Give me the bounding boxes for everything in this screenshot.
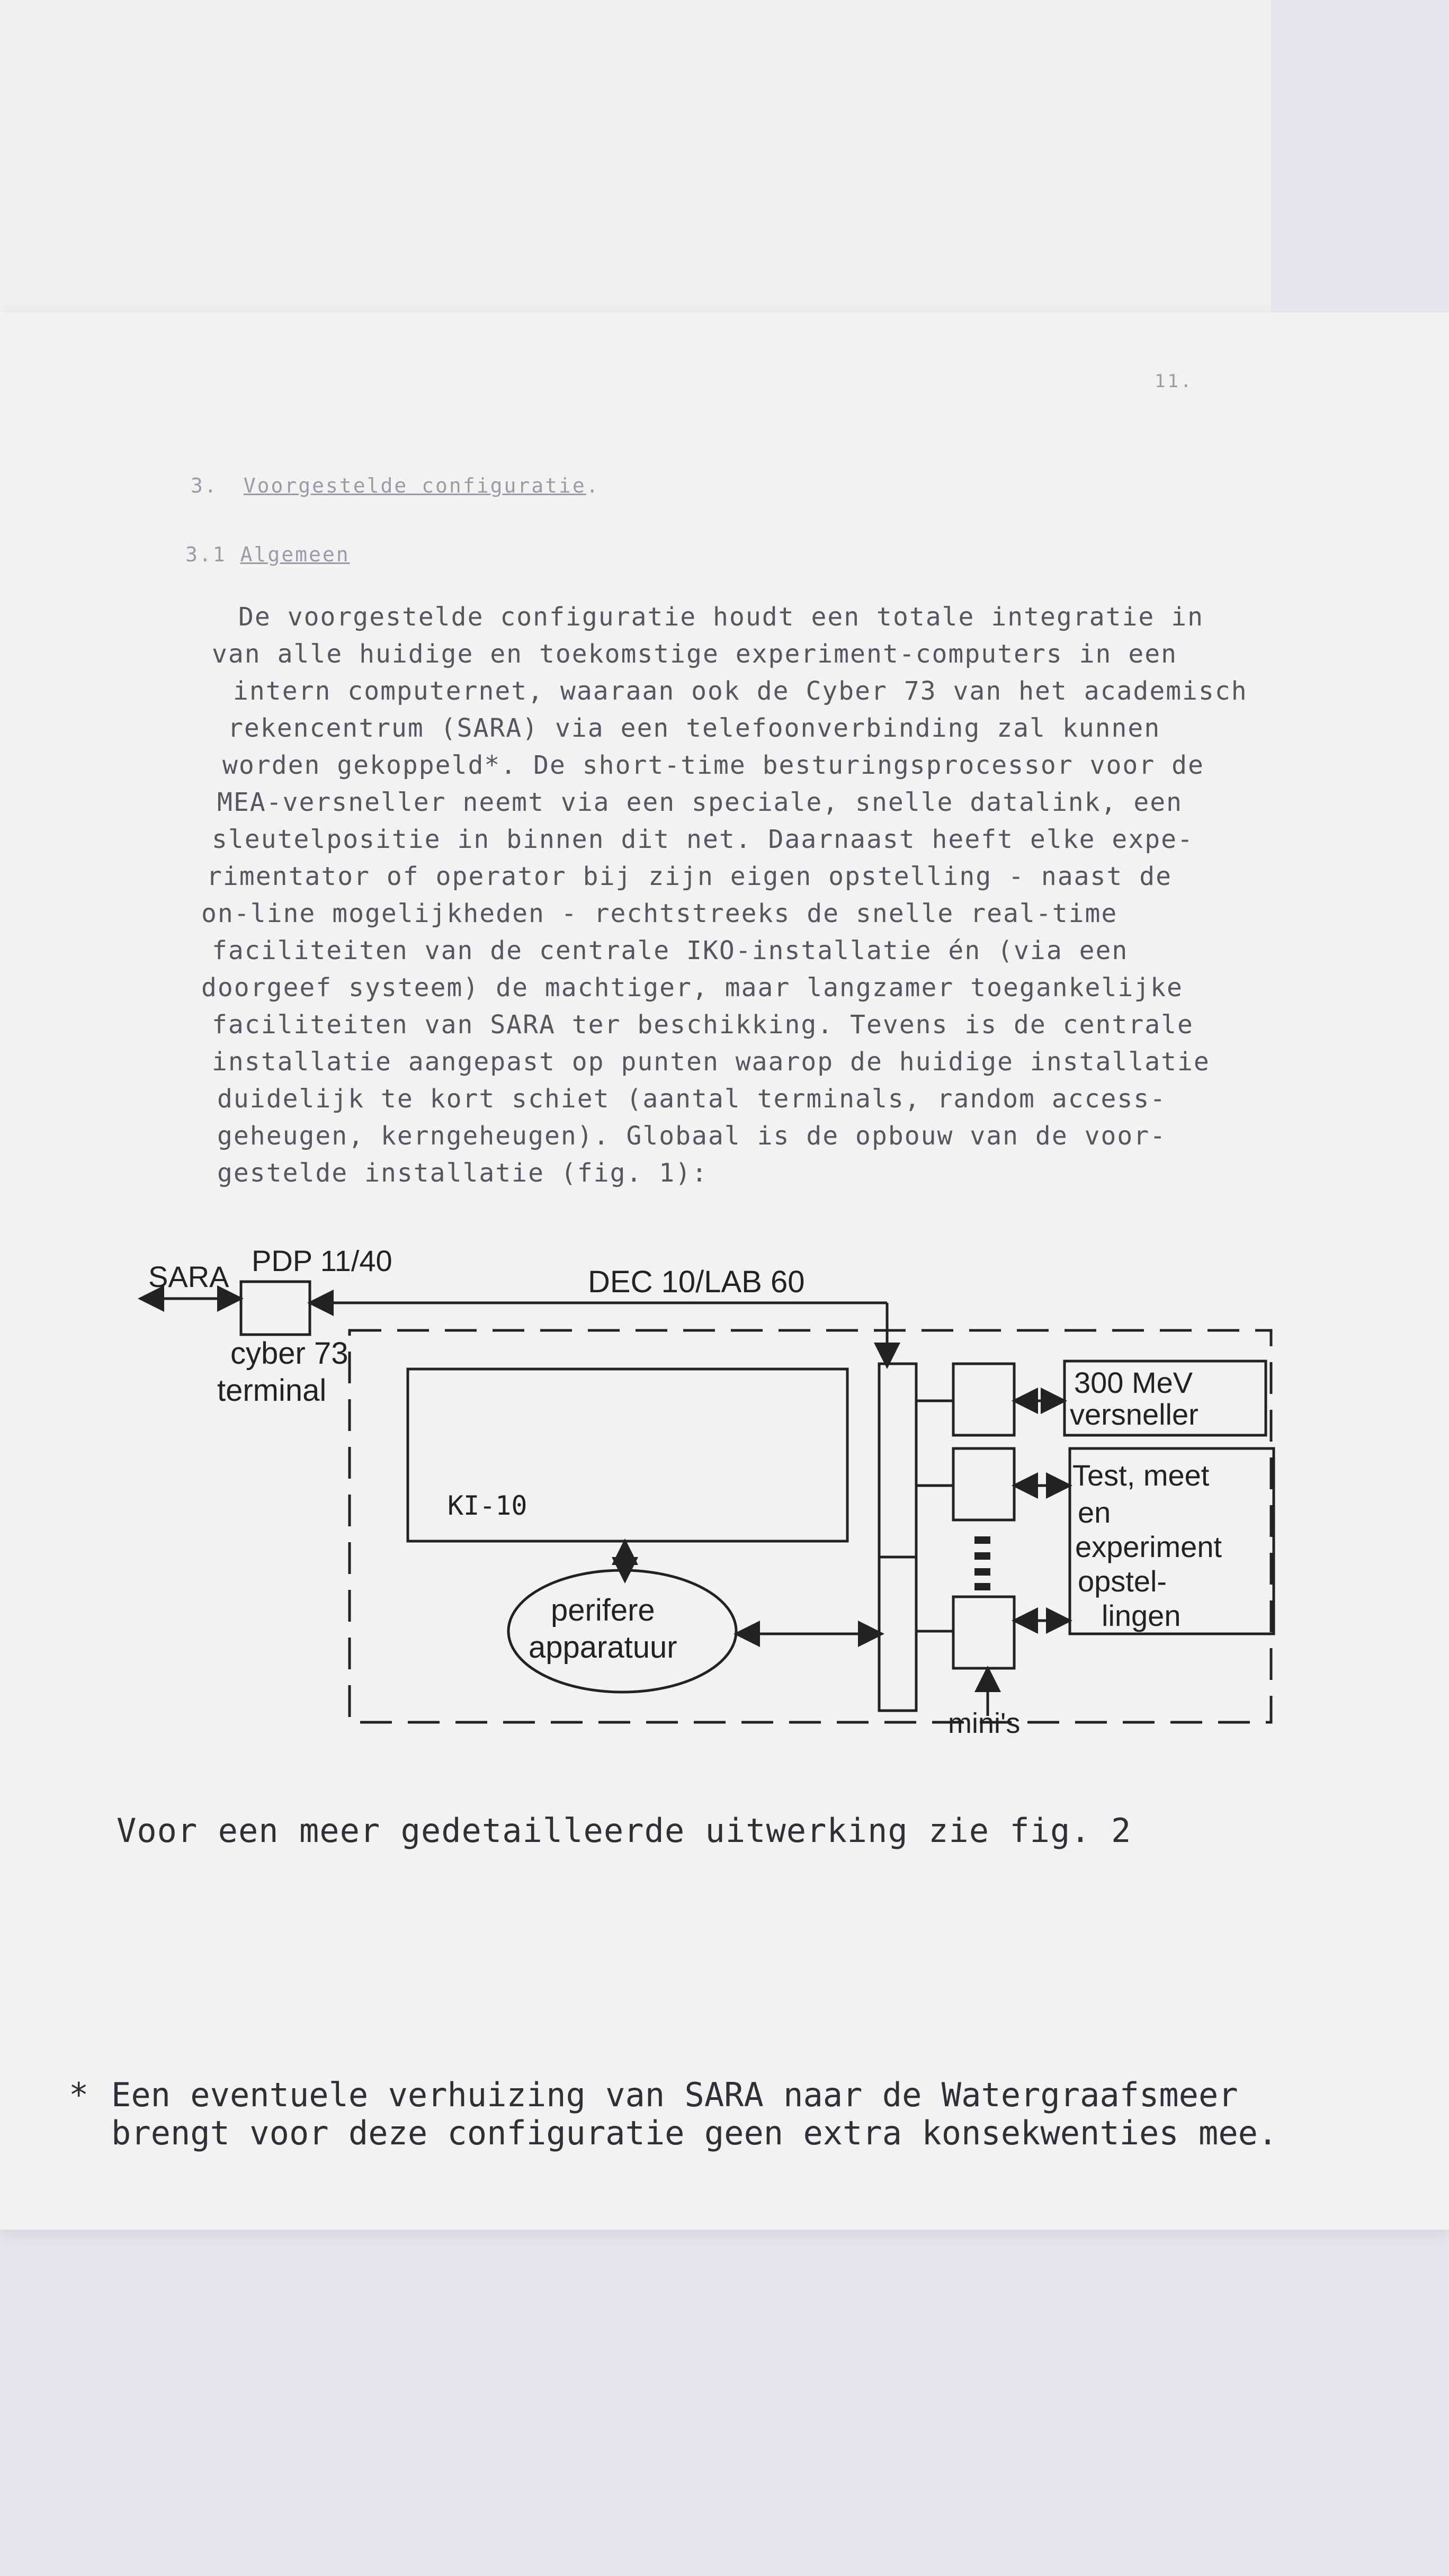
sara-label: SARA <box>148 1260 229 1293</box>
test-label: Test, meet <box>1072 1459 1210 1492</box>
test-label-lingen: lingen <box>1102 1599 1181 1632</box>
paragraph-line: intern computernet, waaraan ook de Cyber 73 van het academisch <box>233 676 1248 706</box>
subsection-heading <box>185 543 350 566</box>
apparatuur-label: apparatuur <box>529 1630 677 1665</box>
mini-box <box>953 1597 1014 1668</box>
paragraph-line: worden gekoppeld*. De short-time besturingsprocessor voor de <box>222 750 1204 780</box>
perifere-label: perifere <box>551 1593 655 1627</box>
test-label-en: en <box>1078 1496 1111 1529</box>
paragraph-line: van alle huidige en toekomstige experiment-computers in een <box>212 639 1178 669</box>
section-title-suffix: . <box>586 474 600 497</box>
subsection-title: Algemeen <box>240 543 350 566</box>
mev-label: 300 MeV <box>1074 1366 1193 1399</box>
mini-box <box>953 1448 1014 1520</box>
paragraph-line: doorgeef systeem) de machtiger, maar langzamer toegankelijke <box>201 973 1183 1003</box>
section-heading <box>191 474 600 497</box>
paragraph-line: MEA-versneller neemt via een speciale, snelle datalink, een <box>217 788 1183 817</box>
paragraph-line: geheugen, kerngeheugen). Globaal is de opbouw van de voor- <box>217 1121 1167 1151</box>
data-bus <box>879 1364 916 1711</box>
footnote-line: Een eventuele verhuizing van SARA naar de Watergraafsmeer <box>111 2076 1238 2114</box>
paragraph-line: installatie aangepast op punten waarop de huidige installatie <box>212 1047 1210 1077</box>
ki10-label: KI-10 <box>448 1490 527 1521</box>
figure-caption: Voor een meer gedetailleerde uitwerking zie fig. 2 <box>117 1811 1132 1850</box>
test-label-experiment: experiment <box>1075 1530 1222 1563</box>
paragraph-line: faciliteiten van de centrale IKO-installatie én (via een <box>212 936 1129 965</box>
minis-label: mini's <box>948 1707 1021 1739</box>
paragraph-line: on-line mogelijkheden - rechtstreeks de snelle real-time <box>201 899 1118 928</box>
versneller-label: versneller <box>1070 1398 1198 1431</box>
section-title: Voorgestelde configuratie <box>243 474 586 497</box>
footnote-line: brengt voor deze configuratie geen extra konsekwenties mee. <box>111 2114 1278 2152</box>
page-number: 11. <box>1155 371 1194 392</box>
pdp-label: PDP 11/40 <box>252 1250 392 1277</box>
pdp-box <box>241 1282 310 1335</box>
paragraph-line: rekencentrum (SARA) via een telefoonverbinding zal kunnen <box>228 713 1161 743</box>
test-label-opstel: opstel- <box>1078 1564 1167 1598</box>
terminal-label: terminal <box>217 1373 327 1408</box>
configuration-diagram <box>132 1250 1319 1753</box>
mini-box <box>953 1364 1014 1435</box>
dec-label: DEC 10/LAB 60 <box>588 1265 805 1299</box>
paragraph-line: duidelijk te kort schiet (aantal terminals, random access- <box>217 1084 1167 1114</box>
subsection-number: 3.1 <box>185 543 227 566</box>
footnote <box>69 2076 1277 2152</box>
paragraph-line: faciliteiten van SARA ter beschikking. Tevens is de centrale <box>212 1010 1194 1040</box>
footnote-asterisk: * <box>69 2076 89 2114</box>
paragraph-line: De voorgestelde configuratie houdt een totale integratie in <box>238 602 1204 632</box>
paragraph-line: sleutelpositie in binnen dit net. Daarnaast heeft elke expe- <box>212 825 1194 854</box>
paragraph-line: rimentator of operator bij zijn eigen opstelling - naast de <box>207 862 1173 891</box>
paragraph-line: gestelde installatie (fig. 1): <box>217 1158 708 1188</box>
section-number: 3. <box>191 474 218 497</box>
cyber-label: cyber 73 <box>230 1336 348 1371</box>
body-paragraph <box>201 598 1313 1192</box>
